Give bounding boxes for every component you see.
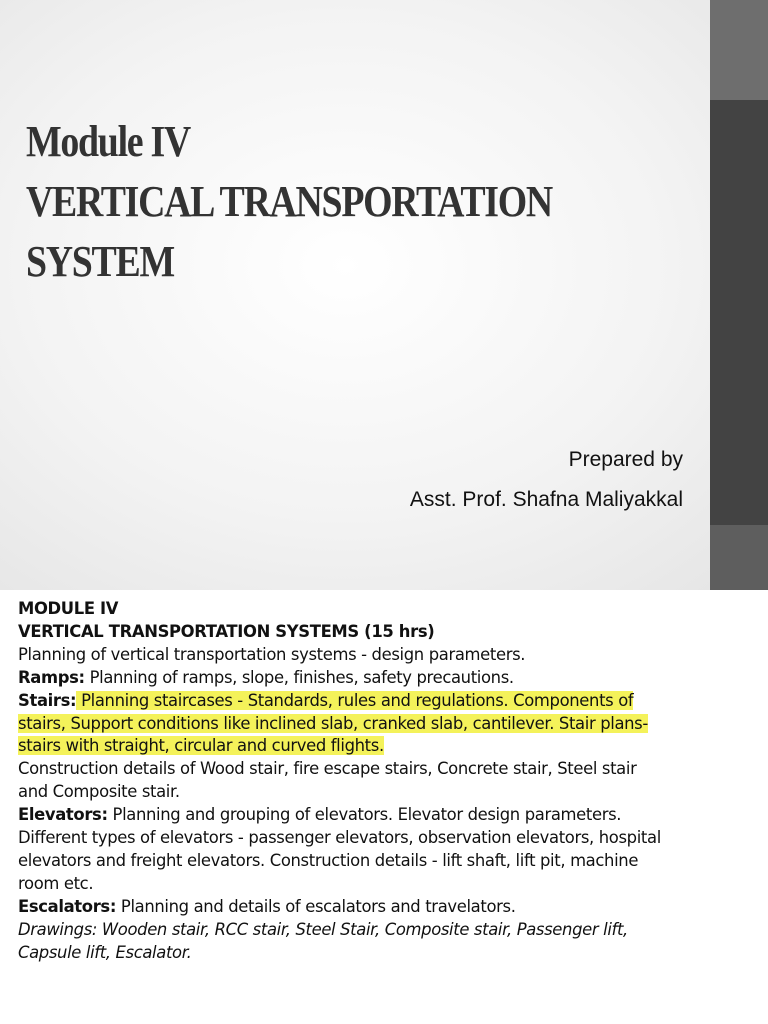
slide-title-line-3: SYSTEM	[26, 237, 174, 286]
slide-accent-bar-top	[710, 0, 768, 100]
syllabus-construction-1: Construction details of Wood stair, fire escape stairs, Concrete stair, Steel stair	[18, 759, 637, 779]
slide-title-line-1: Module IV	[26, 117, 190, 166]
syllabus-elevators-4: room etc.	[18, 873, 94, 893]
slide-accent-bar-bottom	[710, 525, 768, 590]
elevators-text-1: Planning and grouping of elevators. Elevator design parameters.	[107, 805, 622, 825]
syllabus-drawings-2: Capsule lift, Escalator.	[18, 942, 192, 962]
escalators-text: Planning and details of escalators and travelators.	[116, 896, 516, 916]
ramps-text: Planning of ramps, slope, finishes, safety precautions.	[84, 667, 514, 687]
author-name: Asst. Prof. Shafna Maliyakkal	[409, 488, 683, 511]
syllabus-escalators	[18, 896, 758, 919]
syllabus-planning: Planning of vertical transportation systems - design parameters.	[18, 644, 526, 664]
slide-title	[26, 112, 611, 292]
syllabus-heading: MODULE IV	[18, 599, 119, 618]
stairs-text-3: stairs with straight, circular and curved flights.	[18, 736, 384, 756]
escalators-label: Escalators:	[18, 896, 117, 916]
syllabus-subheading: VERTICAL TRANSPORTATION SYSTEMS (15 hrs)	[18, 621, 435, 641]
slide-title-line-2: VERTICAL TRANSPORTATION	[26, 177, 552, 226]
stairs-text-1: Planning staircases - Standards, rules and regulations. Components of	[76, 690, 634, 710]
syllabus-elevators-3: elevators and freight elevators. Construction details - lift shaft, lift pit, machine	[18, 850, 639, 870]
syllabus-elevators-2: Different types of elevators - passenger elevators, observation elevators, hospital	[18, 828, 661, 848]
syllabus-stairs-3	[18, 735, 758, 758]
elevators-label: Elevators:	[18, 805, 108, 825]
syllabus-ramps	[18, 667, 758, 690]
author-block	[410, 440, 683, 520]
syllabus-drawings-1: Drawings: Wooden stair, RCC stair, Steel Stair, Composite stair, Passenger lift,	[18, 919, 628, 939]
stairs-text-2: stairs, Support conditions like inclined slab, cranked slab, cantilever. Stair plans-	[18, 713, 648, 733]
syllabus-excerpt	[18, 598, 758, 965]
syllabus-elevators-1	[18, 804, 758, 827]
syllabus-stairs-2	[18, 713, 758, 736]
syllabus-construction-2: and Composite stair.	[18, 782, 180, 802]
prepared-by-label: Prepared by	[568, 448, 683, 471]
stairs-label: Stairs:	[18, 690, 77, 710]
syllabus-stairs-1	[18, 690, 758, 713]
ramps-label: Ramps:	[18, 667, 85, 687]
